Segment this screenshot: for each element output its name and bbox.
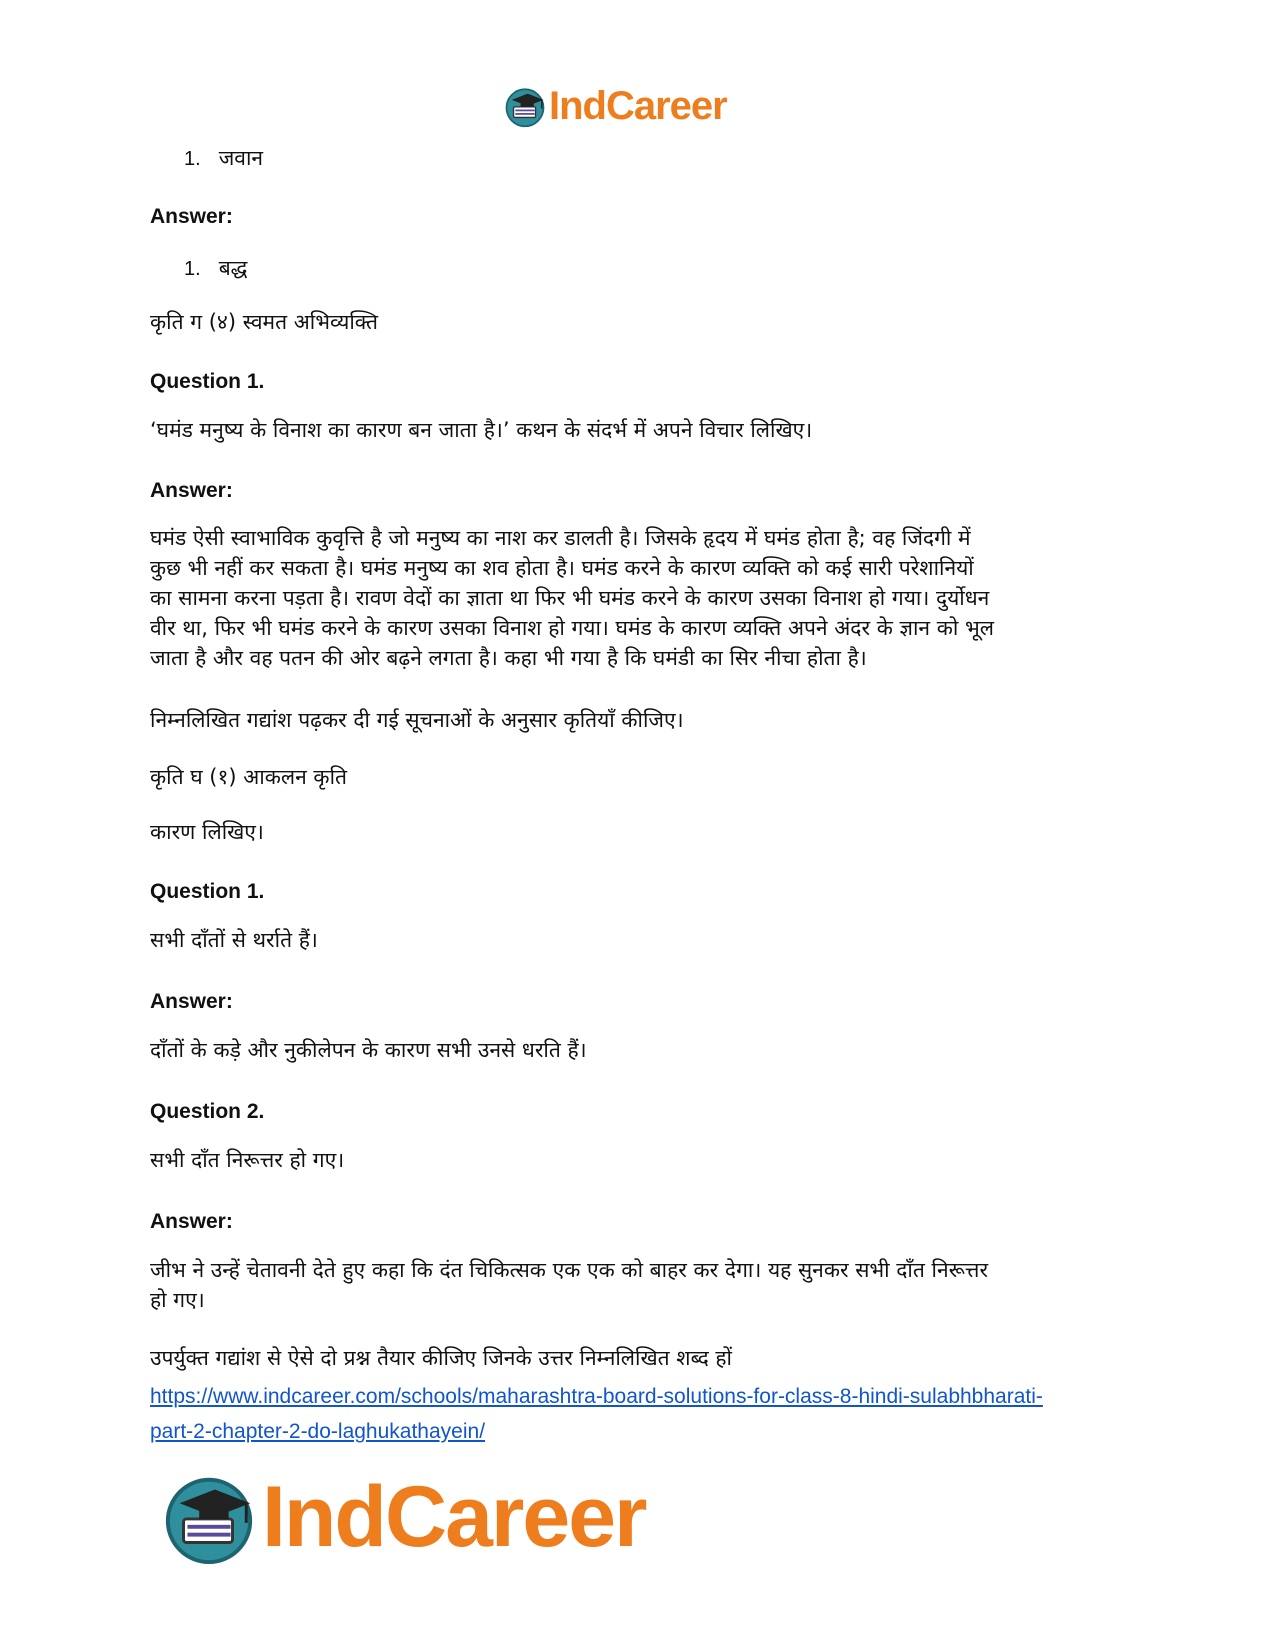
source-link[interactable]: [150, 1379, 1140, 1449]
graduation-book-icon: [503, 84, 547, 128]
paragraph-line: वीर था, फिर भी घमंड करने के कारण उसका विनाश हो गया। घमंड के कारण व्यक्ति अपने अंदर के ज्ञान को भूल: [150, 616, 994, 640]
link-line[interactable]: part-2-chapter-2-do-laghukathayein/: [150, 1420, 486, 1443]
paragraph-line: जाता है और वह पतन की ओर बढ़ने लगता है। कहा भी गया है कि घमंडी का सिर नीचा होता है।: [150, 646, 867, 670]
paragraph-line: हो गए।: [150, 1288, 205, 1312]
instruction-text: निम्नलिखित गद्यांश पढ़कर दी गई सूचनाओं के अनुसार कृतियाँ कीजिए।: [150, 708, 684, 732]
answer-paragraph: [150, 523, 1130, 673]
paragraph-line: का सामना करना पड़ता है। रावण वेदों का ज्ञाता था फिर भी घमंड करने के कारण उसका विनाश हो गया। दुर्योधन: [150, 586, 990, 610]
question-text: सभी दाँतों से थर्राते हैं।: [150, 928, 318, 952]
list-text: जवान: [218, 146, 264, 170]
indcareer-logo-bottom: [160, 1462, 646, 1572]
paragraph-line: घमंड ऐसी स्वाभाविक कुवृत्ति है जो मनुष्य का नाश कर डालती है। जिसके हृदय में घमंड होता है; वह जिंदगी में: [150, 526, 971, 550]
sub-heading: कारण लिखिए।: [150, 820, 264, 844]
answer-label: Answer:: [150, 205, 233, 228]
paragraph-line: जीभ ने उन्हें चेतावनी देते हुए कहा कि दंत चिकित्सक एक एक को बाहर कर देगा। यह सुनकर सभी दाँत निरूत्तर: [150, 1258, 989, 1282]
list-item: [184, 253, 247, 283]
section-heading: कृति घ (१) आकलन कृति: [150, 765, 347, 789]
list-number: 1.: [184, 258, 201, 280]
answer-label: Answer:: [150, 990, 233, 1013]
question-text: ‘घमंड मनुष्य के विनाश का कारण बन जाता है।’ कथन के संदर्भ में अपने विचार लिखिए।: [150, 418, 813, 442]
list-number: 1.: [184, 148, 201, 170]
answer-label: Answer:: [150, 479, 233, 502]
prompt-text: उपर्युक्त गद्यांश से ऐसे दो प्रश्न तैयार कीजिए जिनके उत्तर निम्नलिखित शब्द हों: [150, 1346, 733, 1370]
question-label: Question 2.: [150, 1100, 265, 1123]
question-text: सभी दाँत निरूत्तर हो गए।: [150, 1148, 345, 1172]
question-label: Question 1.: [150, 370, 265, 393]
brand-name: IndCareer: [262, 1469, 646, 1565]
graduation-book-icon: [160, 1468, 258, 1566]
link-line[interactable]: https://www.indcareer.com/schools/maharashtra-board-solutions-for-class-8-hindi-sulabhbharati-: [150, 1385, 1043, 1408]
list-text: बद्ध: [218, 256, 248, 280]
answer-text: दाँतों के कड़े और नुकीलेपन के कारण सभी उनसे धरति हैं।: [150, 1038, 587, 1062]
brand-name: IndCareer: [549, 84, 727, 128]
section-heading: कृति ग (४) स्वमत अभिव्यक्ति: [150, 310, 379, 334]
answer-label: Answer:: [150, 1210, 233, 1233]
question-label: Question 1.: [150, 880, 265, 903]
indcareer-logo-top: [503, 80, 727, 132]
paragraph-line: कुछ भी नहीं कर सकता है। घमंड मनुष्य का शव होता है। घमंड करने के कारण व्यक्ति को कई सारी परेशानियों: [150, 556, 974, 580]
list-item: [184, 143, 263, 173]
answer-paragraph: [150, 1255, 1130, 1315]
